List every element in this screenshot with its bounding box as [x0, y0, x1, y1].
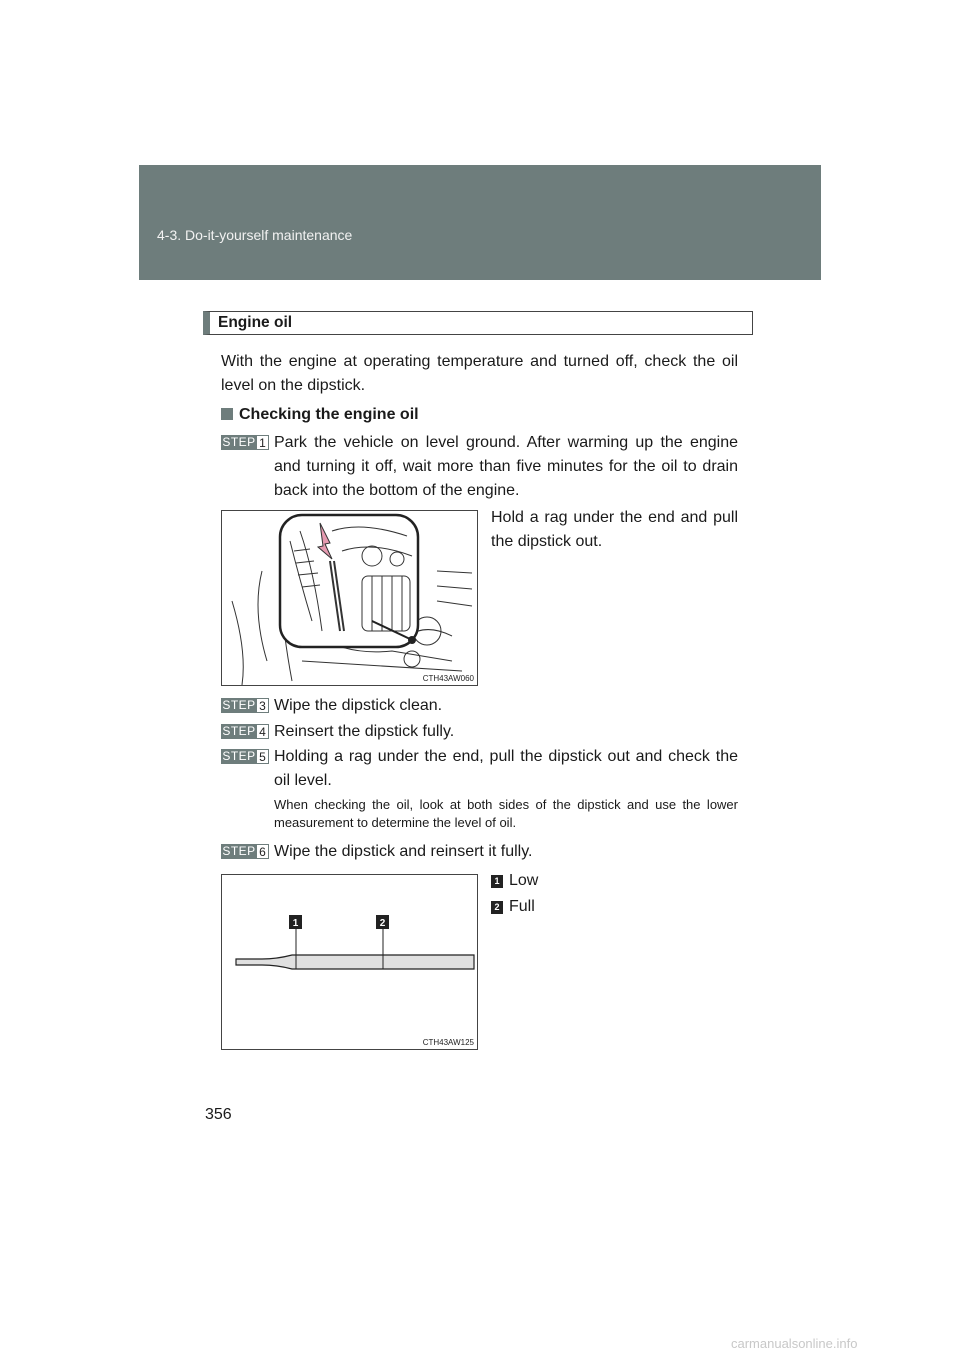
section-title: Engine oil — [203, 311, 753, 335]
watermark: carmanualsonline.info — [731, 1336, 858, 1351]
step-word: STEP — [222, 844, 256, 858]
marker-label-2: 2 — [379, 918, 386, 929]
section-breadcrumb: 4-3. Do-it-yourself maintenance — [157, 227, 353, 243]
sub-heading-text: Checking the engine oil — [239, 406, 419, 423]
step-badge-3 — [221, 698, 270, 713]
legend-item-low — [491, 872, 538, 890]
step-1-text: Park the vehicle on level ground. After warming up the engine and turning it off, wait more than five minutes for the oil to drain back into the bottom of the engine. — [274, 434, 738, 499]
step-number: 5 — [257, 749, 269, 764]
step-badge-6 — [221, 844, 270, 859]
step-word: STEP — [222, 435, 256, 449]
step-number: 6 — [257, 844, 269, 859]
page-number: 356 — [205, 1106, 232, 1123]
sub-heading — [221, 406, 419, 424]
dipstick-figure — [221, 874, 478, 1050]
step-2-text: Hold a rag under the end and pull the dipstick out. — [491, 509, 738, 550]
legend-label: Low — [509, 872, 539, 889]
step-6-text: Wipe the dipstick and reinsert it fully. — [274, 843, 533, 860]
step-word: STEP — [222, 698, 256, 712]
legend-item-full — [491, 898, 535, 916]
intro-paragraph: With the engine at operating temperature and turned off, check the oil level on the dipstick. — [221, 353, 738, 394]
step-5-text: Holding a rag under the end, pull the dipstick out and check the oil level. — [274, 748, 738, 789]
step-badge-1 — [221, 435, 270, 450]
step-number: 3 — [257, 698, 269, 713]
step-badge-4 — [221, 724, 270, 739]
step-number: 4 — [257, 724, 269, 739]
engine-figure — [221, 510, 478, 686]
legend-label: Full — [509, 898, 535, 915]
step-badge-5 — [221, 749, 270, 764]
note-text: When checking the oil, look at both sides of the dipstick and use the lower measurement to determine the level of oil. — [274, 797, 738, 830]
dipstick-illustration — [222, 875, 477, 1049]
step-number: 1 — [257, 435, 269, 450]
figure-code: CTH43AW125 — [422, 1038, 474, 1047]
step-word: STEP — [222, 724, 256, 738]
square-bullet-icon — [221, 408, 233, 420]
legend-number-1: 1 — [491, 875, 503, 888]
marker-label-1: 1 — [292, 918, 299, 929]
step-3-text: Wipe the dipstick clean. — [274, 697, 443, 714]
header-band — [139, 165, 821, 280]
legend-number-2: 2 — [491, 901, 503, 914]
step-4-text: Reinsert the dipstick fully. — [274, 723, 455, 740]
engine-illustration — [222, 511, 477, 685]
figure-code: CTH43AW060 — [422, 674, 474, 683]
step-word: STEP — [222, 749, 256, 763]
